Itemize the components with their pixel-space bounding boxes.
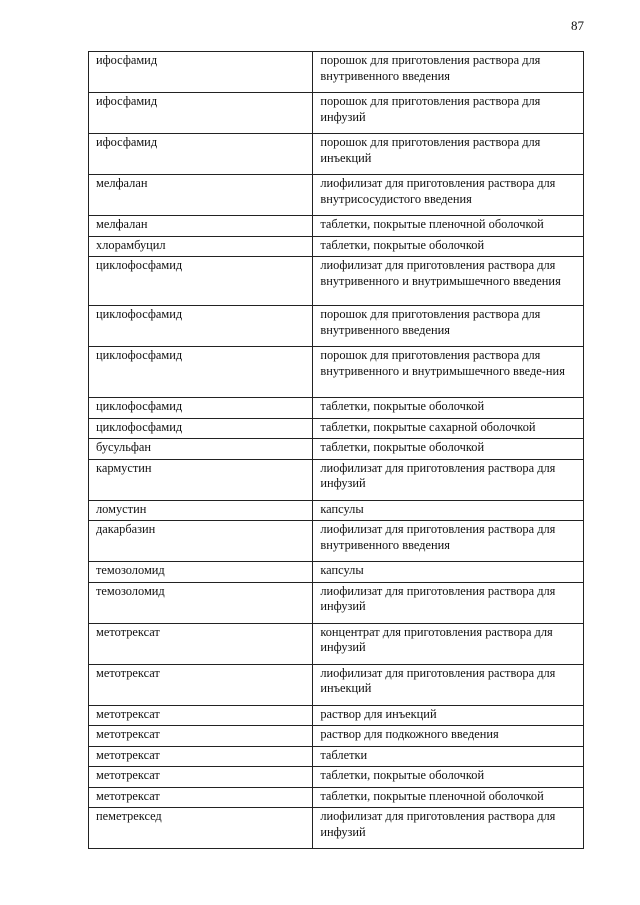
table-row bbox=[89, 439, 584, 460]
dosage-form-cell: таблетки, покрытые оболочкой bbox=[313, 439, 584, 460]
dosage-form-cell: порошок для приготовления раствора для внутривенного и внутримышечного введе-ния bbox=[313, 347, 584, 398]
page-number: 87 bbox=[571, 18, 584, 33]
drug-name-cell: метотрексат bbox=[89, 623, 313, 664]
dosage-form-cell: капсулы bbox=[313, 500, 584, 521]
dosage-form-cell: раствор для инъекций bbox=[313, 705, 584, 726]
drug-name-cell: пеметрексед bbox=[89, 808, 313, 849]
drug-name-cell: циклофосфамид bbox=[89, 347, 313, 398]
dosage-form-cell: лиофилизат для приготовления раствора для инфузий bbox=[313, 808, 584, 849]
dosage-form-cell: порошок для приготовления раствора для внутривенного введения bbox=[313, 52, 584, 93]
table-row bbox=[89, 500, 584, 521]
dosage-form-cell: лиофилизат для приготовления раствора для внутривенного и внутримышечного введения bbox=[313, 257, 584, 306]
dosage-form-cell: лиофилизат для приготовления раствора для инфузий bbox=[313, 582, 584, 623]
dosage-form-cell: раствор для подкожного введения bbox=[313, 726, 584, 747]
drug-name-cell: ифосфамид bbox=[89, 93, 313, 134]
dosage-form-cell: порошок для приготовления раствора для внутривенного введения bbox=[313, 306, 584, 347]
table-row bbox=[89, 175, 584, 216]
dosage-form-cell: таблетки, покрытые оболочкой bbox=[313, 236, 584, 257]
table-row bbox=[89, 52, 584, 93]
drug-name-cell: кармустин bbox=[89, 459, 313, 500]
drug-name-cell: мелфалан bbox=[89, 175, 313, 216]
table-row bbox=[89, 134, 584, 175]
dosage-form-cell: таблетки, покрытые оболочкой bbox=[313, 767, 584, 788]
dosage-form-cell: таблетки, покрытые оболочкой bbox=[313, 398, 584, 419]
dosage-form-cell: таблетки, покрытые пленочной оболочкой bbox=[313, 787, 584, 808]
drug-name-cell: бусульфан bbox=[89, 439, 313, 460]
table-row bbox=[89, 582, 584, 623]
drug-name-cell: дакарбазин bbox=[89, 521, 313, 562]
drug-name-cell: циклофосфамид bbox=[89, 257, 313, 306]
dosage-form-cell: лиофилизат для приготовления раствора для инъекций bbox=[313, 664, 584, 705]
table-row bbox=[89, 93, 584, 134]
table-row bbox=[89, 236, 584, 257]
dosage-form-cell: таблетки, покрытые пленочной оболочкой bbox=[313, 216, 584, 237]
drug-name-cell: метотрексат bbox=[89, 787, 313, 808]
dosage-form-cell: капсулы bbox=[313, 562, 584, 583]
table-row bbox=[89, 398, 584, 419]
table-row bbox=[89, 459, 584, 500]
drug-name-cell: метотрексат bbox=[89, 746, 313, 767]
drug-name-cell: ифосфамид bbox=[89, 134, 313, 175]
table-row bbox=[89, 347, 584, 398]
table-row bbox=[89, 216, 584, 237]
table-row bbox=[89, 306, 584, 347]
drug-name-cell: ифосфамид bbox=[89, 52, 313, 93]
table-row bbox=[89, 787, 584, 808]
table-row bbox=[89, 746, 584, 767]
drug-name-cell: циклофосфамид bbox=[89, 398, 313, 419]
table-row bbox=[89, 562, 584, 583]
dosage-form-cell: порошок для приготовления раствора для инфузий bbox=[313, 93, 584, 134]
drug-name-cell: циклофосфамид bbox=[89, 306, 313, 347]
table-row bbox=[89, 664, 584, 705]
dosage-form-cell: лиофилизат для приготовления раствора для внутривенного введения bbox=[313, 521, 584, 562]
drug-name-cell: циклофосфамид bbox=[89, 418, 313, 439]
table-row bbox=[89, 257, 584, 306]
drug-name-cell: метотрексат bbox=[89, 726, 313, 747]
table-row bbox=[89, 521, 584, 562]
drug-name-cell: темозоломид bbox=[89, 582, 313, 623]
drug-name-cell: темозоломид bbox=[89, 562, 313, 583]
table-row bbox=[89, 705, 584, 726]
dosage-form-cell: порошок для приготовления раствора для инъекций bbox=[313, 134, 584, 175]
drug-name-cell: хлорамбуцил bbox=[89, 236, 313, 257]
drug-table bbox=[88, 51, 584, 849]
drug-name-cell: ломустин bbox=[89, 500, 313, 521]
table-row bbox=[89, 808, 584, 849]
drug-name-cell: метотрексат bbox=[89, 705, 313, 726]
dosage-form-cell: таблетки, покрытые сахарной оболочкой bbox=[313, 418, 584, 439]
drug-name-cell: метотрексат bbox=[89, 767, 313, 788]
table-row bbox=[89, 623, 584, 664]
dosage-form-cell: лиофилизат для приготовления раствора для внутрисосудистого введения bbox=[313, 175, 584, 216]
table-row bbox=[89, 418, 584, 439]
dosage-form-cell: лиофилизат для приготовления раствора для инфузий bbox=[313, 459, 584, 500]
table-row bbox=[89, 726, 584, 747]
drug-name-cell: мелфалан bbox=[89, 216, 313, 237]
drug-table-body bbox=[89, 52, 584, 849]
dosage-form-cell: таблетки bbox=[313, 746, 584, 767]
dosage-form-cell: концентрат для приготовления раствора для инфузий bbox=[313, 623, 584, 664]
drug-name-cell: метотрексат bbox=[89, 664, 313, 705]
table-row bbox=[89, 767, 584, 788]
